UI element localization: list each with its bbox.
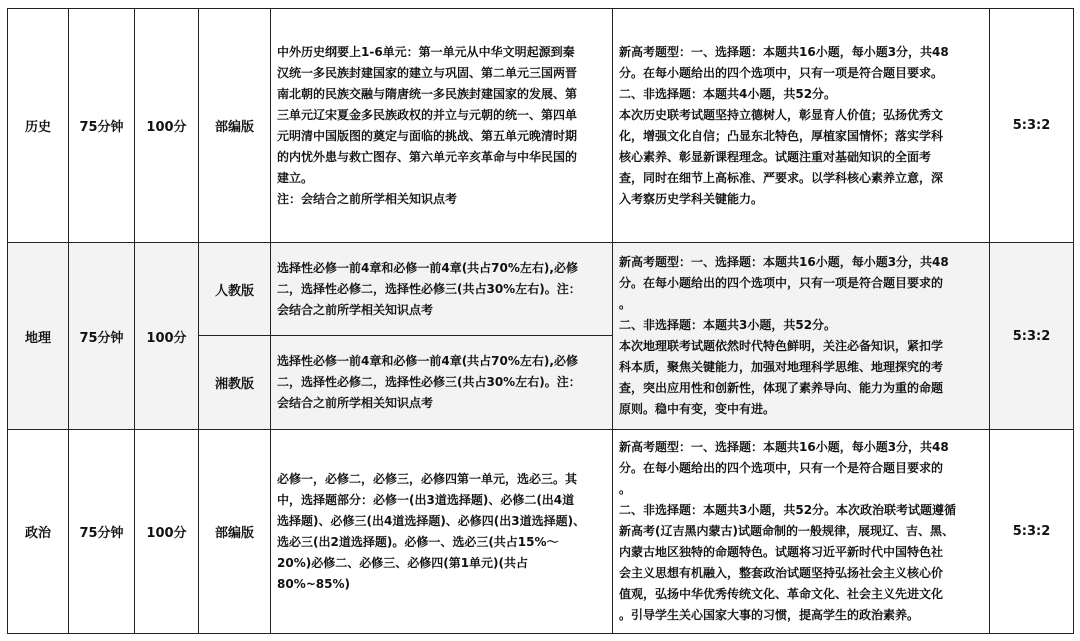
edition-cell: 部编版 bbox=[199, 430, 271, 634]
duration-cell: 75分钟 bbox=[69, 243, 135, 430]
ratio-cell: 5:3:2 bbox=[990, 430, 1074, 634]
scope-line: 会结合之前所学相关知识点考 bbox=[277, 302, 434, 317]
question-line: 。引导学生关心国家大事的习惯，提高学生的政治素养。 bbox=[619, 608, 920, 622]
scope-cell bbox=[271, 336, 613, 430]
scope-line: 中，选择题部分：必修一(出3道选择题)、必修二(出4道 bbox=[277, 492, 575, 507]
scope-line: 会结合之前所学相关知识点考 bbox=[277, 396, 434, 410]
question-line: 会主义思想有机融入，整套政治试题坚持弘扬社会主义核心价 bbox=[619, 566, 944, 580]
scope-line: 选择题)、必修三(出4道选择题)、必修四(出3道选择题)、 bbox=[277, 513, 586, 528]
scope-line: 汉统一多民族封建国家的建立与巩固、第二单元三国两晋 bbox=[277, 65, 578, 80]
question-line: 值观，弘扬中华优秀传统文化、革命文化、社会主义先进文化 bbox=[619, 587, 944, 601]
question-line: 入考察历史学科关键能力。 bbox=[619, 191, 764, 206]
scope-line: 中外历史纲要上1-6单元：第一单元从中华文明起源到秦 bbox=[277, 44, 575, 59]
exam-info-table bbox=[7, 8, 1074, 634]
scope-line: 选择性必修一前4章和必修一前4章(共占70%左右),必修 bbox=[277, 354, 578, 368]
subject-cell: 政治 bbox=[8, 430, 69, 634]
scope-cell bbox=[271, 430, 613, 634]
scope-cell bbox=[271, 9, 613, 243]
question-line: 分。在每小题给出的四个选项中，只有一个是符合题目要求的 bbox=[619, 461, 944, 475]
question-line: 分。在每小题给出的四个选项中，只有一项是符合题目要求。 bbox=[619, 65, 944, 80]
scope-line: 的内忧外患与救亡图存、第六单元辛亥革命与中华民国的 bbox=[277, 149, 578, 164]
question-line: 查，突出应用性和创新性，体现了素养导向、能力为重的命题 bbox=[619, 381, 944, 395]
question-line: 新高考题型：一、选择题：本题共16小题，每小题3分，共48 bbox=[619, 255, 949, 269]
score-cell: 100分 bbox=[135, 430, 199, 634]
scope-line: 20%)必修二、必修三、必修四(第1单元)(共占 bbox=[277, 555, 529, 570]
duration-cell: 75分钟 bbox=[69, 9, 135, 243]
scope-line: 元明清中国版图的奠定与面临的挑战、第五单元晚清时期 bbox=[277, 128, 578, 143]
question-line: 新高考题型：一、选择题：本题共16小题，每小题3分，共48 bbox=[619, 440, 949, 454]
scope-line: 注：会结合之前所学相关知识点考 bbox=[277, 191, 458, 206]
edition-cell: 湘教版 bbox=[199, 336, 271, 430]
question-line: 原则。稳中有变，变中有进。 bbox=[619, 402, 776, 416]
edition-cell: 部编版 bbox=[199, 9, 271, 243]
question-line: 分。在每小题给出的四个选项中，只有一项是符合题目要求的 bbox=[619, 276, 944, 290]
question-line: 二、非选择题：本题共3小题，共52分。 bbox=[619, 318, 837, 332]
question-line: 二、非选择题：本题共3小题，共52分。本次政治联考试题遵循 bbox=[619, 503, 957, 517]
question-line: 内蒙古地区独特的命题特色。试题将习近平新时代中国特色社 bbox=[619, 545, 944, 559]
question-line: 核心素养、彰显新课程理念。试题注重对基础知识的全面考 bbox=[619, 149, 932, 164]
question-line: 。 bbox=[619, 482, 632, 496]
scope-cell bbox=[271, 243, 613, 336]
scope-line: 建立。 bbox=[277, 170, 314, 185]
question-line: 化，增强文化自信；凸显东北特色，厚植家国情怀；落实学科 bbox=[619, 128, 944, 143]
table-row-history bbox=[8, 9, 1074, 243]
question-line: 查，同时在细节上高标准、严要求。以学科核心素养立意，深 bbox=[619, 170, 944, 185]
question-line: 新高考(辽吉黑内蒙古)试题命制的一般规律，展现辽、吉、黑、 bbox=[619, 524, 954, 538]
subject-cell: 历史 bbox=[8, 9, 69, 243]
scope-line: 必修一，必修二，必修三，必修四第一单元，选必三。其 bbox=[277, 471, 578, 486]
ratio-cell: 5:3:2 bbox=[990, 9, 1074, 243]
edition-cell: 人教版 bbox=[199, 243, 271, 336]
table-row-politics bbox=[8, 430, 1074, 634]
scope-line: 三单元辽宋夏金多民族政权的并立与元朝的统一、第四单 bbox=[277, 107, 578, 122]
scope-line: 南北朝的民族交融与隋唐统一多民族封建国家的发展、第 bbox=[277, 86, 578, 101]
question-line: 二、非选择题：本题共4小题，共52分。 bbox=[619, 86, 837, 101]
duration-cell: 75分钟 bbox=[69, 430, 135, 634]
question-line: 科本质，聚焦关键能力，加强对地理科学思维、地理探究的考 bbox=[619, 360, 944, 374]
question-type-cell bbox=[613, 243, 990, 430]
scope-line: 选必三(出2道选择题)。必修一、选必三(共占15%～ bbox=[277, 534, 559, 549]
question-line: 新高考题型：一、选择题：本题共16小题，每小题3分，共48 bbox=[619, 44, 949, 59]
question-line: 。 bbox=[619, 297, 632, 311]
question-type-cell bbox=[613, 430, 990, 634]
scope-line: 二，选择性必修二，选择性必修三(共占30%左右)。注： bbox=[277, 375, 581, 389]
question-line: 本次地理联考试题依然时代特色鲜明，关注必备知识，紧扣学 bbox=[619, 339, 944, 353]
scope-line: 选择性必修一前4章和必修一前4章(共占70%左右),必修 bbox=[277, 260, 578, 275]
subject-cell: 地理 bbox=[8, 243, 69, 430]
table-row-geography-pep bbox=[8, 243, 1074, 336]
scope-line: 80%~85%) bbox=[277, 576, 350, 591]
score-cell: 100分 bbox=[135, 9, 199, 243]
score-cell: 100分 bbox=[135, 243, 199, 430]
ratio-cell: 5:3:2 bbox=[990, 243, 1074, 430]
question-line: 本次历史联考试题坚持立德树人，彰显育人价值；弘扬优秀文 bbox=[619, 107, 944, 122]
scope-line: 二，选择性必修二，选择性必修三(共占30%左右)。注： bbox=[277, 281, 581, 296]
question-type-cell bbox=[613, 9, 990, 243]
